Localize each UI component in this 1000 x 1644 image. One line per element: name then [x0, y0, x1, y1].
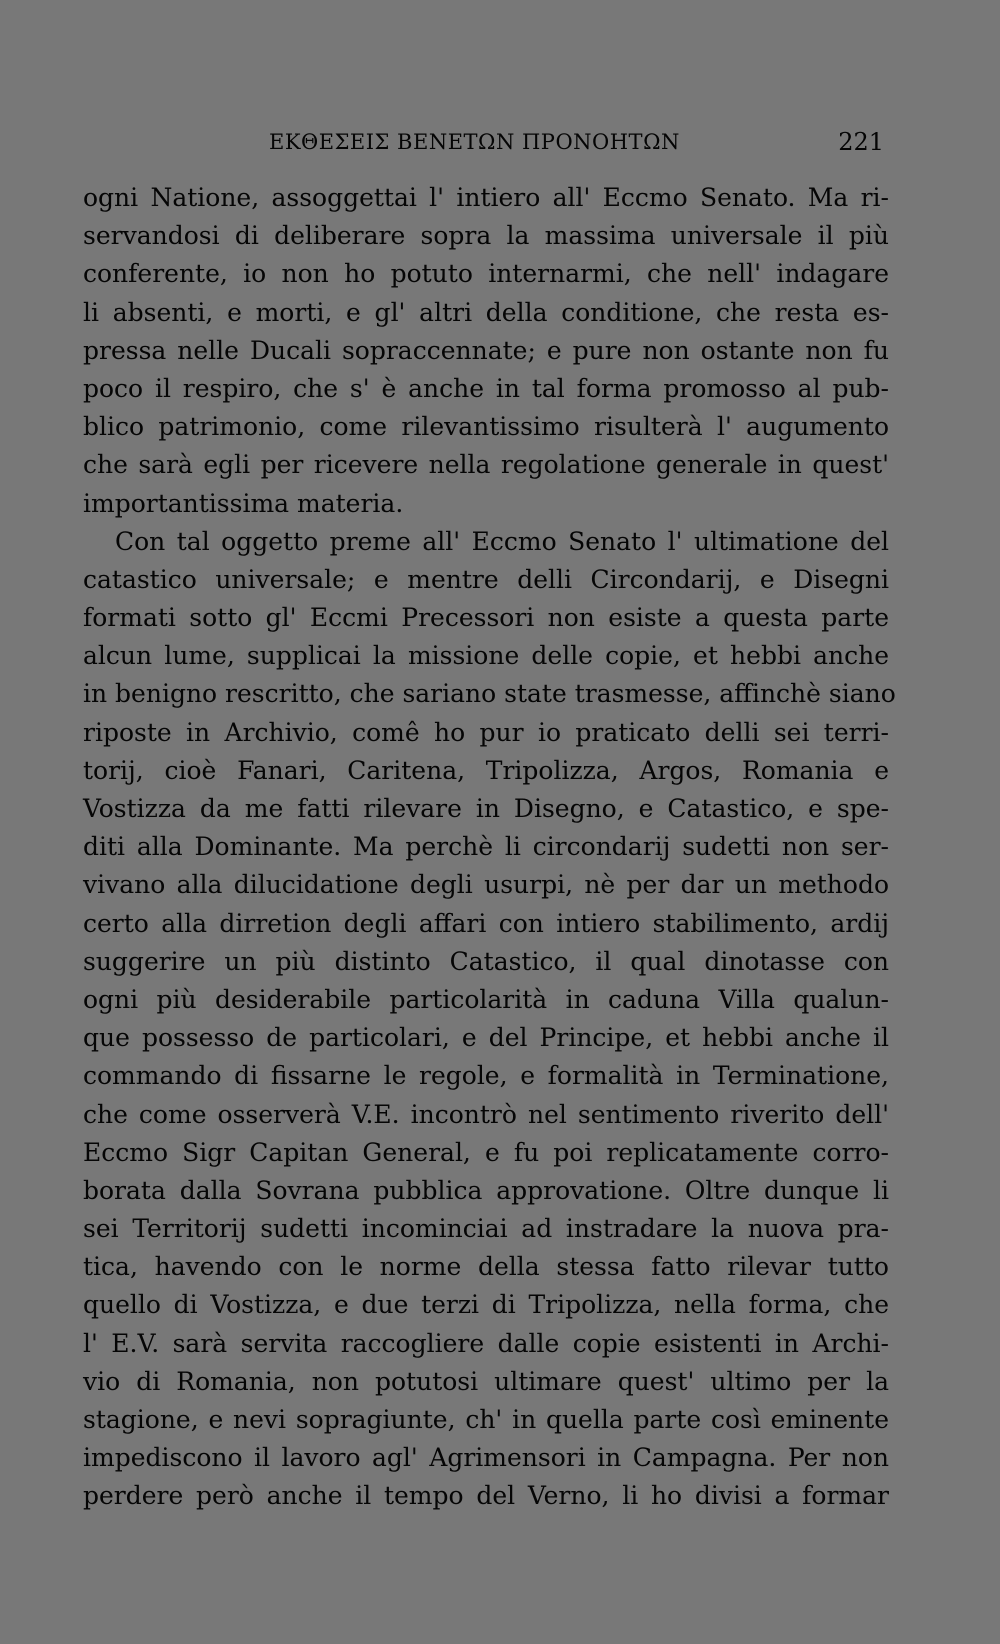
body-text [83, 179, 896, 1516]
text-line: catastico universale; e mentre delli Circondarij, e Disegni [83, 564, 889, 594]
text-line: vio di Romania, non potutosi ultimare quest' ultimo per la [83, 1366, 889, 1396]
running-title: ΕΚΘΕΣΕΙΣ ΒΕΝΕΤΩΝ ΠΡΟΝΟΗΤΩΝ [269, 130, 680, 154]
text-line: pressa nelle Ducali sopraccennate; e pure non ostante non fu [83, 335, 889, 365]
text-line: conferente, io non ho potuto internarmi, che nell' indagare [83, 259, 889, 289]
text-line: que possesso de particolari, e del Principe, et hebbi anche il [83, 1023, 889, 1053]
text-line: Vostizza da me fatti rilevare in Disegno, e Catastico, e spe- [83, 794, 889, 823]
text-line: formati sotto gl' Eccmi Precessori non esiste a questa parte [83, 603, 889, 633]
paragraph-last-line: importantissima materia. [83, 488, 404, 518]
text-line: impediscono il lavoro agl' Agrimensori in Campagna. Per non [83, 1443, 889, 1473]
text-line: alcun lume, supplicai la missione delle copie, et hebbi anche [83, 641, 889, 671]
text-line: blico patrimonio, come rilevantissimo risulterà l' augumento [83, 412, 889, 442]
text-line: in benigno rescritto, che sariano state trasmesse, affinchè siano [83, 679, 896, 709]
text-line: che sarà egli per ricevere nella regolatione generale in quest' [83, 450, 889, 480]
text-line: l' E.V. sarà servita raccogliere dalle copie esistenti in Archi- [83, 1328, 889, 1358]
text-line: suggerire un più distinto Catastico, il qual dinotasse con [83, 946, 889, 976]
text-line: stagione, e nevi sopragiunte, ch' in quella parte così eminente [83, 1405, 889, 1434]
text-line: vivano alla dilucidatione degli usurpi, nè per dar un methodo [83, 870, 889, 900]
text-line: ogni più desiderabile particolarità in caduna Villa qualun- [83, 984, 889, 1014]
text-line: sei Territorij sudetti incominciai ad instradare la nuova pra- [83, 1214, 889, 1244]
text-line: diti alla Dominante. Ma perchè li circondarij sudetti non ser- [83, 832, 889, 862]
text-line: certo alla dirretion degli affari con intiero stabilimento, ardij [83, 908, 889, 938]
text-line: poco il respiro, che s' è anche in tal forma promosso al pub- [83, 373, 889, 403]
paragraph-first-line: Con tal oggetto preme all' Eccmo Senato l' ultimatione del [115, 526, 889, 556]
text-line: li absenti, e morti, e gl' altri della conditione, che resta es- [83, 297, 889, 327]
text-line: riposte in Archivio, comê ho pur io praticato delli sei terri- [83, 717, 889, 747]
text-line: che come osserverà V.E. incontrò nel sentimento riverito dell' [83, 1099, 889, 1129]
text-line: Eccmo Sigr Capitan General, e fu poi replicatamente corro- [83, 1137, 889, 1167]
text-line: ogni Natione, assoggettai l' intiero all' Eccmo Senato. Ma ri- [83, 183, 889, 212]
text-line: servandosi di deliberare sopra la massima universale il più [83, 221, 889, 251]
text-line: perdere però anche il tempo del Verno, li ho divisi a formar [83, 1481, 889, 1511]
page-header [84, 128, 884, 160]
text-line: quello di Vostizza, e due terzi di Tripolizza, nella forma, che [83, 1290, 889, 1320]
text-line: tica, havendo con le norme della stessa fatto rilevar tutto [83, 1252, 889, 1282]
text-line: borata dalla Sovrana pubblica approvatione. Oltre dunque li [83, 1175, 889, 1205]
text-line: torij, cioè Fanari, Caritena, Tripolizza, Argos, Romania e [83, 755, 889, 785]
text-line: commando di fissarne le regole, e formalità in Terminatione, [83, 1061, 889, 1091]
page-number: 221 [838, 128, 884, 156]
